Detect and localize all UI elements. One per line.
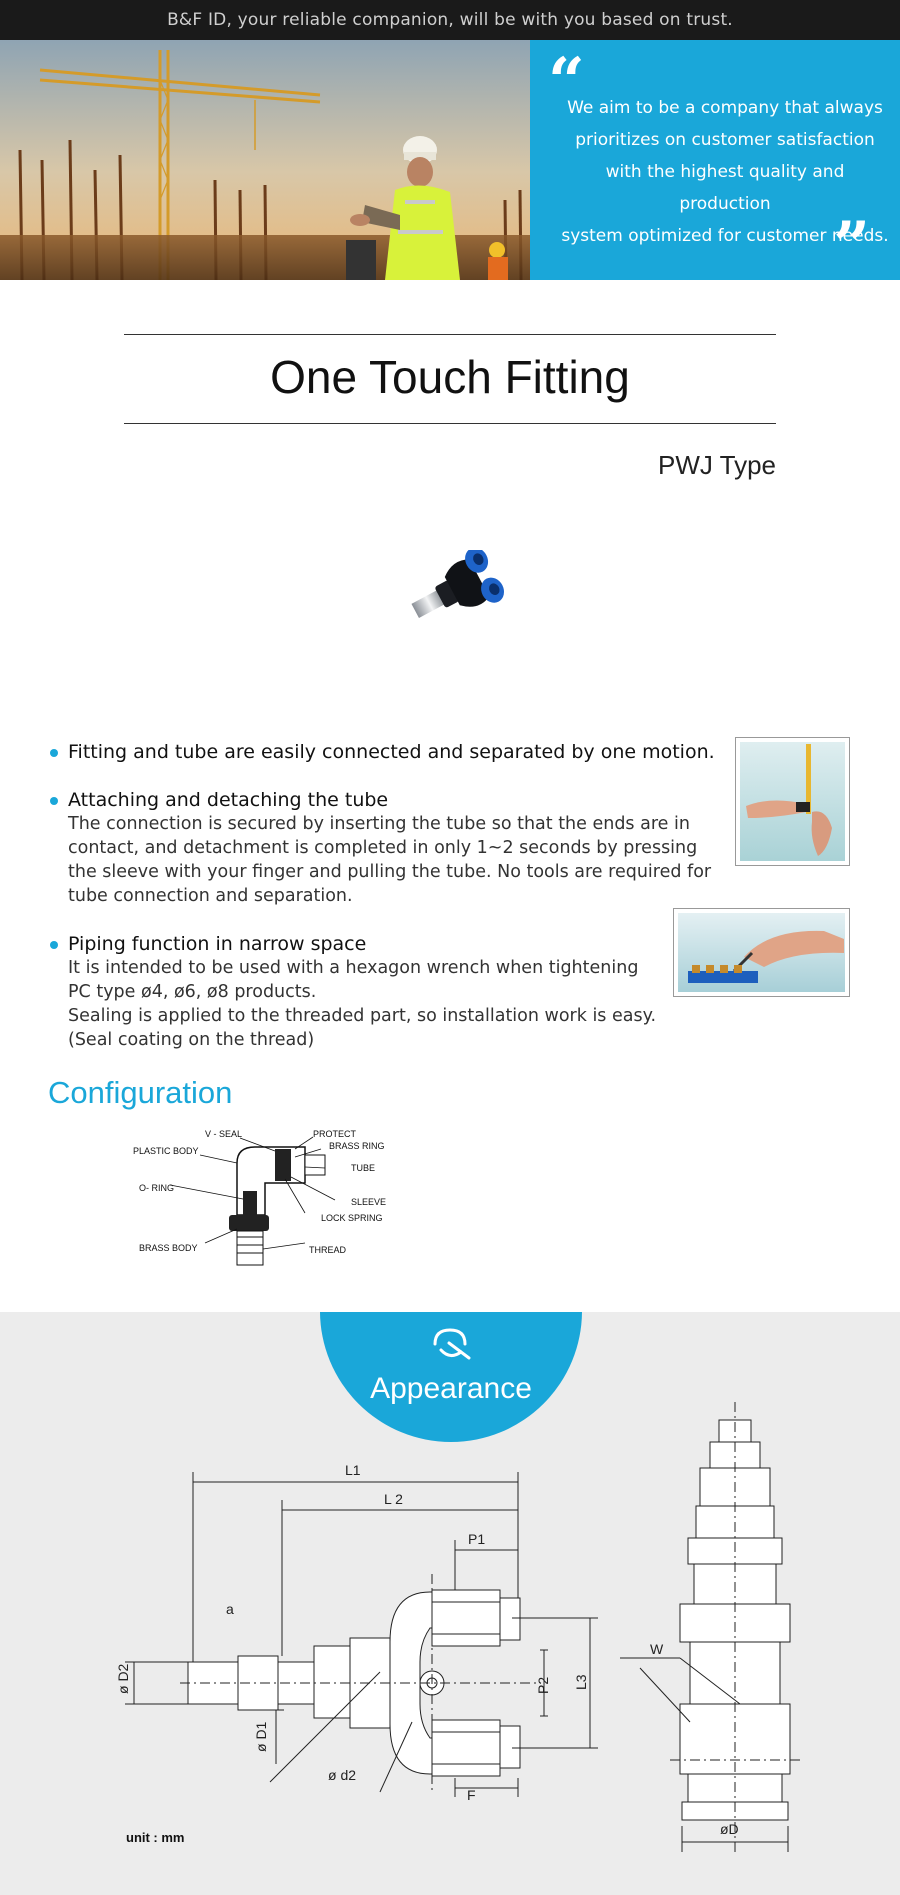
bullet-icon — [50, 941, 58, 949]
dim-d1: ø D1 — [253, 1721, 269, 1752]
quote-open-icon: “ — [548, 44, 585, 119]
feature-line: Sealing is applied to the threaded part, so installation work is easy. — [68, 1006, 657, 1026]
mission-quote — [530, 40, 900, 283]
feature-heading: Fitting and tube are easily connected and separated by one motion. — [68, 741, 715, 763]
dim-d: øD — [720, 1821, 739, 1837]
bullet-icon — [50, 797, 58, 805]
hero-construction-photo — [0, 40, 530, 280]
label-sleeve: SLEEVE — [351, 1197, 387, 1207]
dim-l1: L1 — [345, 1462, 361, 1478]
configuration-heading: Configuration — [48, 1075, 233, 1110]
bullet-icon — [50, 749, 58, 757]
top-tagline: B&F ID, your reliable companion, will be with you based on trust. — [0, 0, 900, 40]
dim-p1: P1 — [468, 1531, 486, 1547]
appearance-section — [0, 1312, 900, 1895]
hand-tube-photo — [735, 737, 850, 866]
quote-line: system optimized for customer needs. — [561, 226, 889, 246]
hero-banner — [0, 40, 900, 283]
quote-close-icon: ” — [833, 208, 870, 283]
label-o-ring: O- RING — [139, 1183, 174, 1193]
label-brass-body: BRASS BODY — [139, 1243, 198, 1253]
dim-p2: P2 — [535, 1676, 551, 1694]
label-lock-spring: LOCK SPRING — [321, 1213, 383, 1223]
page-title: One Touch Fitting — [270, 351, 630, 403]
feature-line: the sleeve with your finger and pulling the tube. No tools are required for — [68, 862, 712, 882]
label-thread: THREAD — [309, 1245, 347, 1255]
feature-line: It is intended to be used with a hexagon wrench when tightening — [68, 958, 639, 978]
dim-a: a — [226, 1601, 234, 1617]
dim-w: W — [650, 1641, 664, 1657]
quote-line: with the highest quality and production — [605, 162, 845, 214]
front-view-drawing — [620, 1402, 800, 1852]
dim-d2: ø D2 — [115, 1663, 131, 1694]
configuration-diagram — [125, 1125, 405, 1280]
title-divider-top — [124, 334, 776, 335]
label-tube: TUBE — [351, 1163, 376, 1173]
label-brass-ring: BRASS RING — [329, 1141, 385, 1151]
label-plastic-body: PLASTIC BODY — [133, 1146, 199, 1156]
feature-heading: Attaching and detaching the tube — [68, 789, 389, 811]
dim-l2: L 2 — [384, 1491, 403, 1507]
feature-line: The connection is secured by inserting the tube so that the ends are in — [68, 814, 690, 834]
feature-line: contact, and detachment is completed in only 1~2 seconds by pressing — [68, 838, 698, 858]
unit-note: unit : mm — [126, 1830, 185, 1845]
feature-heading: Piping function in narrow space — [68, 933, 367, 955]
feature-body — [68, 812, 712, 908]
side-view-drawing — [180, 1574, 540, 1792]
hex-wrench-photo — [673, 908, 850, 997]
feature-line: tube connection and separation. — [68, 886, 353, 906]
title-divider-bottom — [124, 423, 776, 424]
feature-line: (Seal coating on the thread) — [68, 1030, 315, 1050]
label-v-seal: V - SEAL — [205, 1129, 243, 1139]
label-protect: PROTECT — [313, 1129, 357, 1139]
feature-body — [68, 956, 708, 1052]
quote-line: prioritizes on customer satisfaction — [575, 130, 875, 150]
dim-l3: L3 — [573, 1674, 589, 1690]
dim-d2-small: ø d2 — [328, 1767, 357, 1783]
feature-line: PC type ø4, ø6, ø8 products. — [68, 982, 317, 1002]
dimension-lines — [125, 1472, 598, 1797]
dim-f: F — [467, 1787, 476, 1803]
product-type: PWJ Type — [657, 450, 776, 480]
quote-line: We aim to be a company that always — [567, 98, 883, 118]
appearance-heading: Appearance — [370, 1372, 532, 1405]
product-photo — [405, 550, 515, 640]
